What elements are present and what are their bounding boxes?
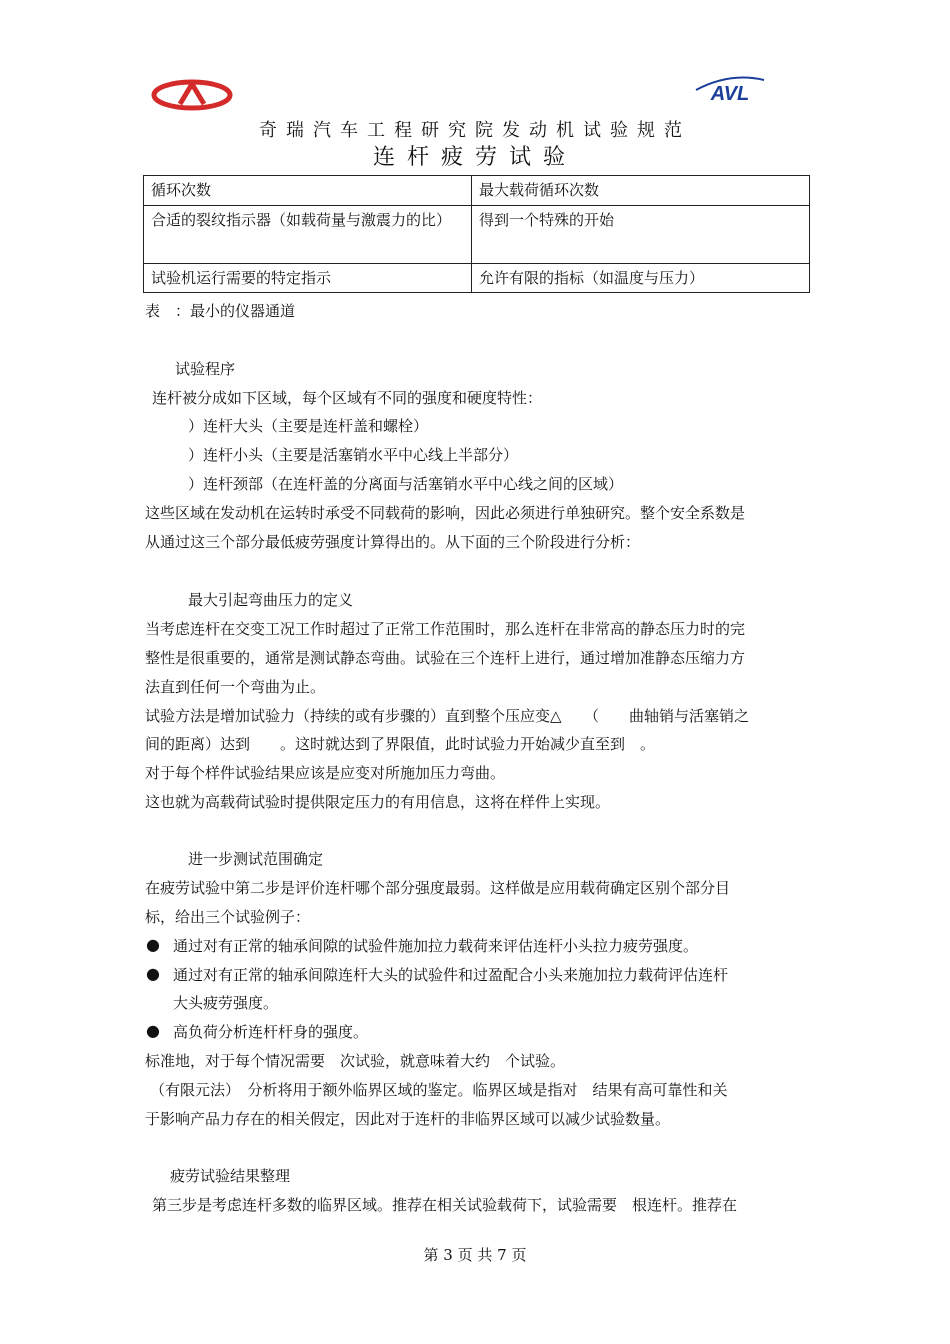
paragraph-line: 第三步是考虑连杆多数的临界区域。推荐在相关试验载荷下，试验需要 根连杆。推荐在 [152,1196,738,1214]
table-cell: 试验机运行需要的特定指示 [144,264,472,293]
table-row [144,264,810,293]
table-cell: 得到一个特殊的开始 [472,206,810,264]
section-heading: 进一步测试范围确定 [188,850,324,868]
table-cell: 允许有限的指标（如温度与压力） [472,264,810,293]
table-cell: 循环次数 [144,176,472,206]
paragraph-line: 对于每个样件试验结果应该是应变对所施加压力弯曲。 [145,764,506,782]
paragraph-line: 标准地，对于每个情况需要 次试验，就意味着大约 个试验。 [145,1052,566,1070]
paragraph-line: 于影响产品力存在的相关假定，因此对于连杆的非临界区域可以减少试验数量。 [145,1110,671,1128]
table-cell: 最大载荷循环次数 [472,176,810,206]
paragraph-line: （有限元法） 分析将用于额外临界区域的鉴定。临界区域是指对 结果有高可靠性和关 [150,1081,728,1099]
bullet-item: 高负荷分析连杆杆身的强度。 [173,1023,369,1041]
avl-logo [694,76,766,102]
instrument-channel-table [143,175,810,293]
section-heading: 疲劳试验结果整理 [170,1167,291,1185]
bullet-item-continuation: 大头疲劳强度。 [173,994,279,1012]
section-heading: 试验程序 [175,360,236,378]
avl-logo-text: AVL [710,83,750,102]
document-title: 连杆疲劳试验 [372,145,577,170]
paragraph-line: 在疲劳试验中第二步是评价连杆哪个部分强度最弱。这样做是应用载荷确定区别个部分目 [145,879,731,897]
bullet-icon: ● [146,964,160,983]
paragraph-line: 从通过这三个部分最低疲劳强度计算得出的。从下面的三个阶段进行分析： [145,533,641,551]
organization-title: 奇瑞汽车工程研究院发动机试验规范 [259,120,691,141]
table-cell: 合适的裂纹指示器（如载荷量与激震力的比） [144,206,472,264]
bullet-icon: ● [146,935,160,954]
table-row [144,206,810,264]
page-number: 第 3 页 共 7 页 [423,1246,527,1264]
bullet-icon: ● [146,1021,160,1040]
paragraph-line: 标，给出三个试验例子： [145,908,311,926]
table-row [144,176,810,206]
table-caption: 表 ：最小的仪器通道 [145,302,296,320]
paragraph-line: 法直到任何一个弯曲为止。 [145,678,326,696]
paragraph-line: 间的距离）达到 。这时就达到了界限值，此时试验力开始减少直至到 。 [145,735,656,753]
paragraph-line: 当考虑连杆在交变工况工作时超过了正常工作范围时，那么连杆在非常高的静态压力时的完 [145,620,746,638]
bullet-item: 通过对有正常的轴承间隙的试验件施加拉力载荷来评估连杆小头拉力疲劳强度。 [173,937,699,955]
list-item: ）连杆大头（主要是连杆盖和螺栓） [188,417,429,435]
list-item: ）连杆颈部（在连杆盖的分离面与活塞销水平中心线之间的区域） [188,475,624,493]
paragraph-line: 连杆被分成如下区域，每个区域有不同的强度和硬度特性： [152,389,543,407]
bullet-item: 通过对有正常的轴承间隙连杆大头的试验件和过盈配合小头来施加拉力载荷评估连杆 [173,966,729,984]
list-item: ）连杆小头（主要是活塞销水平中心线上半部分） [188,446,519,464]
paragraph-line: 这也就为高载荷试验时提供限定压力的有用信息，这将在样件上实现。 [145,793,611,811]
paragraph-line: 这些区域在发动机在运转时承受不同载荷的影响，因此必须进行单独研究。整个安全系数是 [145,504,746,522]
paragraph-line: 整性是很重要的，通常是测试静态弯曲。试验在三个连杆上进行，通过增加准静态压缩力方 [145,649,746,667]
paragraph-line: 试验方法是增加试验力（持续的或有步骤的）直到整个压应变△ （ 曲轴销与活塞销之 [145,707,750,725]
section-heading: 最大引起弯曲压力的定义 [188,591,354,609]
chery-logo [150,78,234,112]
